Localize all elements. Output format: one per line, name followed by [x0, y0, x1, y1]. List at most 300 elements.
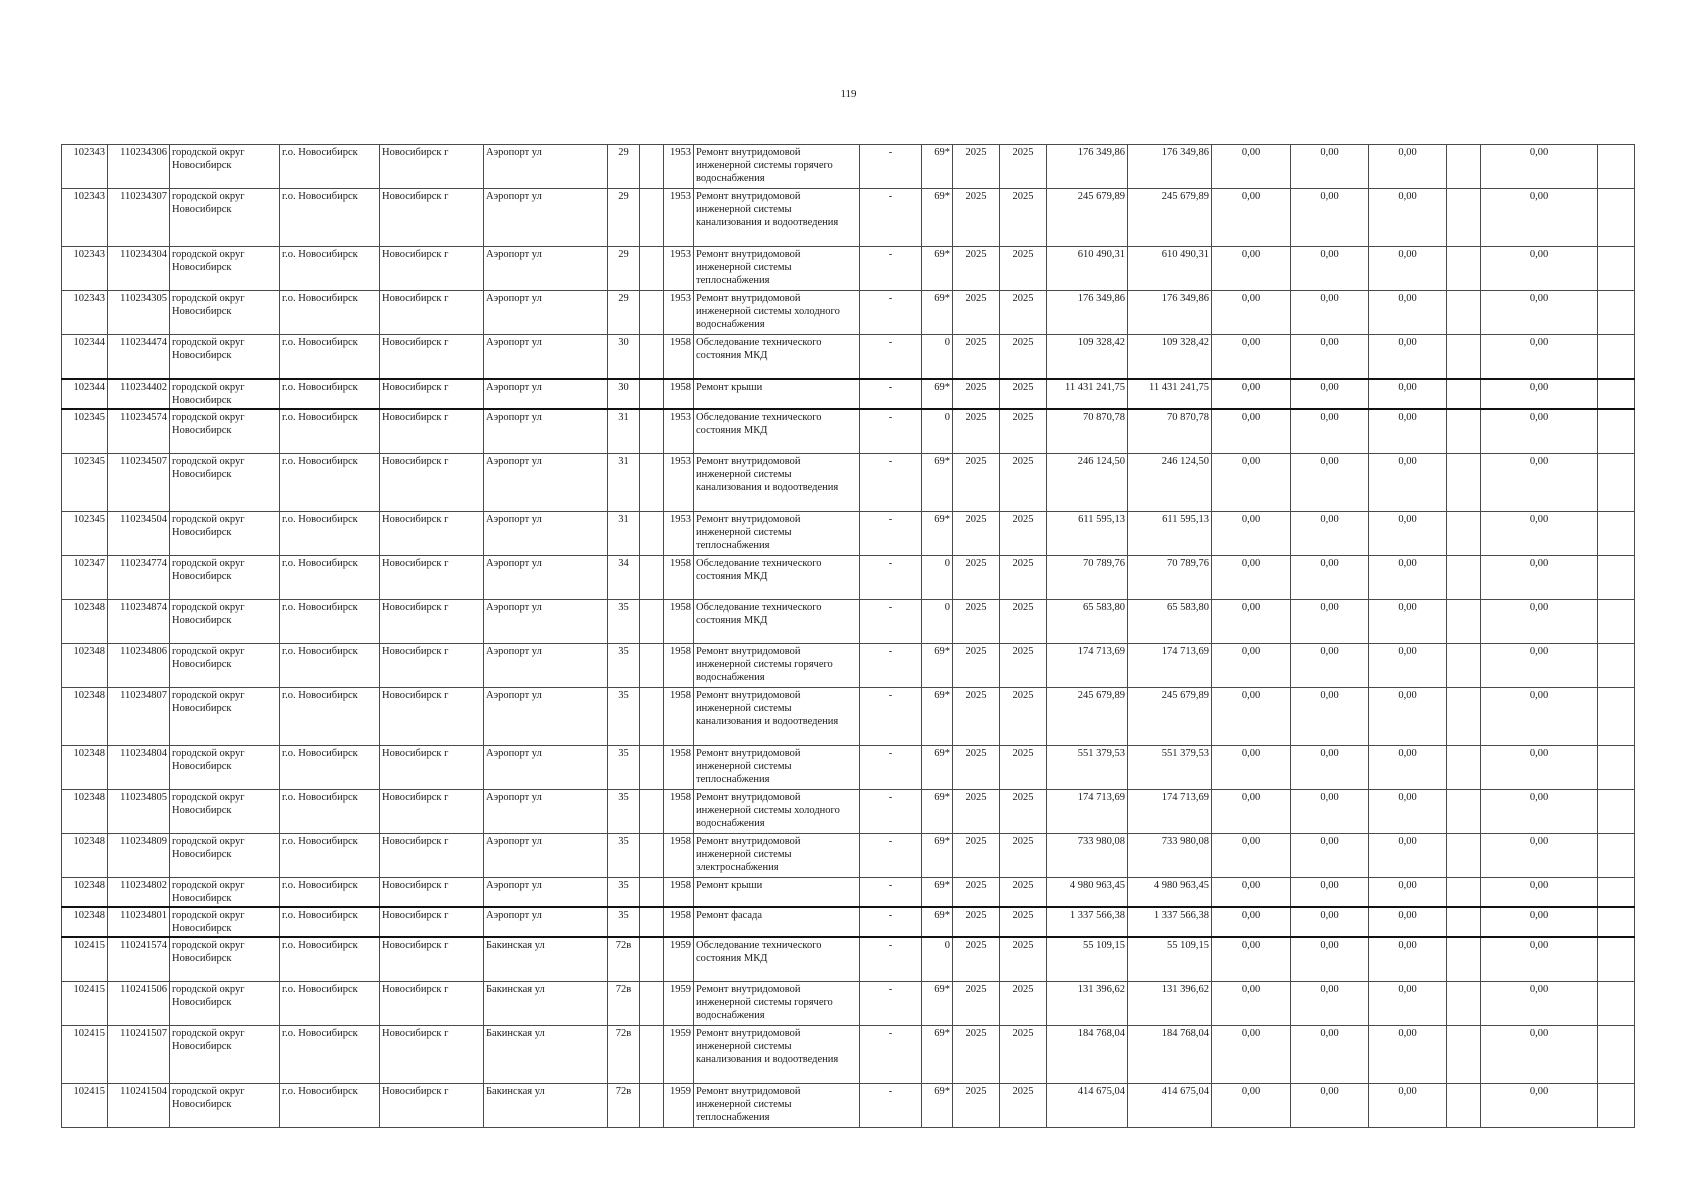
house-number-cell: 30 [608, 335, 640, 380]
budget2-cell: 0,00 [1291, 409, 1369, 454]
total-cost-cell: 55 109,15 [1047, 937, 1128, 982]
building-letter-cell [640, 512, 664, 556]
table-row [62, 834, 1635, 878]
work-code-cell: 110234305 [108, 291, 170, 335]
plan-year-start-cell: 2025 [953, 790, 1000, 834]
blank-cell [1447, 409, 1481, 454]
budget3-cell: 0,00 [1369, 1026, 1447, 1084]
end-cell [1598, 937, 1635, 982]
budget2-cell: 0,00 [1291, 379, 1369, 409]
percent-cell: 0 [922, 335, 953, 380]
budget1-cell: 0,00 [1212, 454, 1291, 512]
budget4-cell: 0,00 [1481, 335, 1598, 380]
house-id-cell: 102348 [62, 878, 108, 908]
okrug-cell: городской округ Новосибирск [170, 1084, 280, 1128]
street-cell: Бакинская ул [484, 1084, 608, 1128]
blank-cell [1447, 247, 1481, 291]
go-cell: г.о. Новосибирск [280, 409, 380, 454]
fund-cost-cell: 184 768,04 [1128, 1026, 1212, 1084]
build-year-cell: 1958 [664, 556, 694, 600]
fund-cost-cell: 176 349,86 [1128, 291, 1212, 335]
house-number-cell: 35 [608, 878, 640, 908]
end-cell [1598, 189, 1635, 247]
plan-year-end-cell: 2025 [1000, 907, 1047, 937]
okrug-cell: городской округ Новосибирск [170, 454, 280, 512]
work-type-cell: Ремонт внутридомовой инженерной системы теплоснабжения [694, 512, 860, 556]
house-id-cell: 102348 [62, 790, 108, 834]
blank-cell [1447, 644, 1481, 688]
work-code-cell: 110234307 [108, 189, 170, 247]
fund-cost-cell: 245 679,89 [1128, 688, 1212, 746]
house-id-cell: 102348 [62, 907, 108, 937]
budget3-cell: 0,00 [1369, 145, 1447, 189]
percent-cell: 69* [922, 512, 953, 556]
building-letter-cell [640, 688, 664, 746]
budget2-cell: 0,00 [1291, 746, 1369, 790]
budget4-cell: 0,00 [1481, 937, 1598, 982]
end-cell [1598, 556, 1635, 600]
repair-register-table [61, 144, 1635, 1128]
city-cell: Новосибирск г [380, 1084, 484, 1128]
okrug-cell: городской округ Новосибирск [170, 335, 280, 380]
work-type-cell: Обследование технического состояния МКД [694, 937, 860, 982]
street-cell: Аэропорт ул [484, 379, 608, 409]
percent-cell: 69* [922, 189, 953, 247]
plan-year-start-cell: 2025 [953, 409, 1000, 454]
street-cell: Аэропорт ул [484, 688, 608, 746]
budget4-cell: 0,00 [1481, 907, 1598, 937]
okrug-cell: городской округ Новосибирск [170, 512, 280, 556]
house-id-cell: 102348 [62, 600, 108, 644]
end-cell [1598, 379, 1635, 409]
work-code-cell: 110234802 [108, 878, 170, 908]
okrug-cell: городской округ Новосибирск [170, 600, 280, 644]
end-cell [1598, 834, 1635, 878]
street-cell: Бакинская ул [484, 1026, 608, 1084]
work-code-cell: 110234874 [108, 600, 170, 644]
house-id-cell: 102415 [62, 982, 108, 1026]
budget1-cell: 0,00 [1212, 834, 1291, 878]
table-row [62, 600, 1635, 644]
work-type-cell: Ремонт внутридомовой инженерной системы горячего водоснабжения [694, 644, 860, 688]
build-year-cell: 1958 [664, 907, 694, 937]
house-number-cell: 35 [608, 746, 640, 790]
plan-year-end-cell: 2025 [1000, 600, 1047, 644]
dash-cell: - [860, 247, 922, 291]
table-row [62, 907, 1635, 937]
house-number-cell: 34 [608, 556, 640, 600]
percent-cell: 69* [922, 982, 953, 1026]
table-row [62, 409, 1635, 454]
budget3-cell: 0,00 [1369, 982, 1447, 1026]
table-row [62, 937, 1635, 982]
street-cell: Аэропорт ул [484, 907, 608, 937]
blank-cell [1447, 189, 1481, 247]
building-letter-cell [640, 291, 664, 335]
plan-year-start-cell: 2025 [953, 1084, 1000, 1128]
house-id-cell: 102347 [62, 556, 108, 600]
build-year-cell: 1958 [664, 644, 694, 688]
work-type-cell: Ремонт внутридомовой инженерной системы теплоснабжения [694, 247, 860, 291]
house-id-cell: 102344 [62, 379, 108, 409]
work-code-cell: 110241507 [108, 1026, 170, 1084]
budget4-cell: 0,00 [1481, 878, 1598, 908]
budget1-cell: 0,00 [1212, 600, 1291, 644]
work-code-cell: 110234507 [108, 454, 170, 512]
build-year-cell: 1958 [664, 688, 694, 746]
fund-cost-cell: 109 328,42 [1128, 335, 1212, 380]
blank-cell [1447, 291, 1481, 335]
percent-cell: 69* [922, 291, 953, 335]
okrug-cell: городской округ Новосибирск [170, 907, 280, 937]
table-row [62, 688, 1635, 746]
work-type-cell: Ремонт внутридомовой инженерной системы канализования и водоотведения [694, 189, 860, 247]
plan-year-end-cell: 2025 [1000, 937, 1047, 982]
building-letter-cell [640, 907, 664, 937]
budget3-cell: 0,00 [1369, 512, 1447, 556]
build-year-cell: 1958 [664, 746, 694, 790]
house-number-cell: 72в [608, 1084, 640, 1128]
percent-cell: 69* [922, 454, 953, 512]
budget2-cell: 0,00 [1291, 982, 1369, 1026]
work-type-cell: Обследование технического состояния МКД [694, 600, 860, 644]
go-cell: г.о. Новосибирск [280, 644, 380, 688]
plan-year-start-cell: 2025 [953, 982, 1000, 1026]
city-cell: Новосибирск г [380, 247, 484, 291]
budget1-cell: 0,00 [1212, 1026, 1291, 1084]
fund-cost-cell: 174 713,69 [1128, 644, 1212, 688]
fund-cost-cell: 70 870,78 [1128, 409, 1212, 454]
house-id-cell: 102345 [62, 409, 108, 454]
street-cell: Бакинская ул [484, 937, 608, 982]
total-cost-cell: 611 595,13 [1047, 512, 1128, 556]
budget3-cell: 0,00 [1369, 454, 1447, 512]
work-code-cell: 110234504 [108, 512, 170, 556]
street-cell: Аэропорт ул [484, 644, 608, 688]
plan-year-end-cell: 2025 [1000, 878, 1047, 908]
percent-cell: 0 [922, 556, 953, 600]
total-cost-cell: 610 490,31 [1047, 247, 1128, 291]
dash-cell: - [860, 556, 922, 600]
percent-cell: 69* [922, 247, 953, 291]
house-number-cell: 35 [608, 644, 640, 688]
city-cell: Новосибирск г [380, 834, 484, 878]
plan-year-start-cell: 2025 [953, 335, 1000, 380]
budget3-cell: 0,00 [1369, 409, 1447, 454]
house-id-cell: 102345 [62, 512, 108, 556]
plan-year-end-cell: 2025 [1000, 247, 1047, 291]
plan-year-end-cell: 2025 [1000, 409, 1047, 454]
budget1-cell: 0,00 [1212, 644, 1291, 688]
blank-cell [1447, 512, 1481, 556]
blank-cell [1447, 878, 1481, 908]
budget2-cell: 0,00 [1291, 834, 1369, 878]
budget4-cell: 0,00 [1481, 409, 1598, 454]
table-row [62, 982, 1635, 1026]
blank-cell [1447, 834, 1481, 878]
total-cost-cell: 174 713,69 [1047, 790, 1128, 834]
go-cell: г.о. Новосибирск [280, 189, 380, 247]
budget4-cell: 0,00 [1481, 834, 1598, 878]
work-type-cell: Ремонт внутридомовой инженерной системы теплоснабжения [694, 1084, 860, 1128]
okrug-cell: городской округ Новосибирск [170, 556, 280, 600]
go-cell: г.о. Новосибирск [280, 454, 380, 512]
budget4-cell: 0,00 [1481, 688, 1598, 746]
budget1-cell: 0,00 [1212, 145, 1291, 189]
blank-cell [1447, 1084, 1481, 1128]
house-number-cell: 35 [608, 790, 640, 834]
budget3-cell: 0,00 [1369, 688, 1447, 746]
go-cell: г.о. Новосибирск [280, 688, 380, 746]
plan-year-start-cell: 2025 [953, 907, 1000, 937]
total-cost-cell: 65 583,80 [1047, 600, 1128, 644]
percent-cell: 0 [922, 600, 953, 644]
blank-cell [1447, 907, 1481, 937]
work-code-cell: 110234574 [108, 409, 170, 454]
budget3-cell: 0,00 [1369, 335, 1447, 380]
plan-year-start-cell: 2025 [953, 834, 1000, 878]
budget2-cell: 0,00 [1291, 1026, 1369, 1084]
dash-cell: - [860, 746, 922, 790]
budget1-cell: 0,00 [1212, 688, 1291, 746]
house-id-cell: 102348 [62, 688, 108, 746]
street-cell: Аэропорт ул [484, 834, 608, 878]
budget3-cell: 0,00 [1369, 379, 1447, 409]
house-number-cell: 29 [608, 189, 640, 247]
budget1-cell: 0,00 [1212, 746, 1291, 790]
percent-cell: 0 [922, 409, 953, 454]
work-code-cell: 110241506 [108, 982, 170, 1026]
dash-cell: - [860, 335, 922, 380]
end-cell [1598, 688, 1635, 746]
build-year-cell: 1953 [664, 454, 694, 512]
build-year-cell: 1953 [664, 189, 694, 247]
building-letter-cell [640, 145, 664, 189]
blank-cell [1447, 746, 1481, 790]
budget3-cell: 0,00 [1369, 937, 1447, 982]
fund-cost-cell: 611 595,13 [1128, 512, 1212, 556]
fund-cost-cell: 131 396,62 [1128, 982, 1212, 1026]
street-cell: Аэропорт ул [484, 189, 608, 247]
budget1-cell: 0,00 [1212, 878, 1291, 908]
table-row [62, 335, 1635, 380]
table-row [62, 145, 1635, 189]
work-type-cell: Ремонт внутридомовой инженерной системы канализования и водоотведения [694, 688, 860, 746]
building-letter-cell [640, 600, 664, 644]
building-letter-cell [640, 379, 664, 409]
budget2-cell: 0,00 [1291, 512, 1369, 556]
house-id-cell: 102415 [62, 937, 108, 982]
house-id-cell: 102343 [62, 291, 108, 335]
street-cell: Аэропорт ул [484, 600, 608, 644]
house-id-cell: 102348 [62, 644, 108, 688]
plan-year-start-cell: 2025 [953, 189, 1000, 247]
city-cell: Новосибирск г [380, 644, 484, 688]
street-cell: Аэропорт ул [484, 512, 608, 556]
budget4-cell: 0,00 [1481, 379, 1598, 409]
budget2-cell: 0,00 [1291, 790, 1369, 834]
total-cost-cell: 131 396,62 [1047, 982, 1128, 1026]
building-letter-cell [640, 335, 664, 380]
budget4-cell: 0,00 [1481, 746, 1598, 790]
city-cell: Новосибирск г [380, 982, 484, 1026]
plan-year-start-cell: 2025 [953, 379, 1000, 409]
plan-year-start-cell: 2025 [953, 1026, 1000, 1084]
percent-cell: 69* [922, 790, 953, 834]
page-number: 119 [840, 88, 857, 100]
budget2-cell: 0,00 [1291, 688, 1369, 746]
table-row [62, 454, 1635, 512]
dash-cell: - [860, 1026, 922, 1084]
work-type-cell: Ремонт фасада [694, 907, 860, 937]
total-cost-cell: 184 768,04 [1047, 1026, 1128, 1084]
house-number-cell: 31 [608, 512, 640, 556]
budget3-cell: 0,00 [1369, 746, 1447, 790]
work-type-cell: Ремонт крыши [694, 878, 860, 908]
end-cell [1598, 409, 1635, 454]
fund-cost-cell: 246 124,50 [1128, 454, 1212, 512]
house-id-cell: 102343 [62, 145, 108, 189]
percent-cell: 69* [922, 878, 953, 908]
work-type-cell: Обследование технического состояния МКД [694, 335, 860, 380]
dash-cell: - [860, 907, 922, 937]
budget4-cell: 0,00 [1481, 512, 1598, 556]
budget1-cell: 0,00 [1212, 556, 1291, 600]
end-cell [1598, 907, 1635, 937]
total-cost-cell: 246 124,50 [1047, 454, 1128, 512]
budget2-cell: 0,00 [1291, 937, 1369, 982]
plan-year-start-cell: 2025 [953, 512, 1000, 556]
budget3-cell: 0,00 [1369, 556, 1447, 600]
plan-year-end-cell: 2025 [1000, 335, 1047, 380]
blank-cell [1447, 982, 1481, 1026]
house-id-cell: 102348 [62, 834, 108, 878]
go-cell: г.о. Новосибирск [280, 379, 380, 409]
build-year-cell: 1958 [664, 834, 694, 878]
building-letter-cell [640, 454, 664, 512]
table-row [62, 291, 1635, 335]
work-type-cell: Ремонт внутридомовой инженерной системы канализования и водоотведения [694, 454, 860, 512]
percent-cell: 69* [922, 1084, 953, 1128]
dash-cell: - [860, 878, 922, 908]
table-row [62, 1026, 1635, 1084]
street-cell: Аэропорт ул [484, 556, 608, 600]
okrug-cell: городской округ Новосибирск [170, 291, 280, 335]
plan-year-start-cell: 2025 [953, 878, 1000, 908]
build-year-cell: 1958 [664, 878, 694, 908]
budget3-cell: 0,00 [1369, 189, 1447, 247]
work-code-cell: 110234807 [108, 688, 170, 746]
build-year-cell: 1958 [664, 335, 694, 380]
work-code-cell: 110234306 [108, 145, 170, 189]
okrug-cell: городской округ Новосибирск [170, 834, 280, 878]
budget1-cell: 0,00 [1212, 379, 1291, 409]
budget1-cell: 0,00 [1212, 982, 1291, 1026]
building-letter-cell [640, 409, 664, 454]
plan-year-start-cell: 2025 [953, 746, 1000, 790]
plan-year-end-cell: 2025 [1000, 790, 1047, 834]
percent-cell: 0 [922, 937, 953, 982]
plan-year-start-cell: 2025 [953, 291, 1000, 335]
build-year-cell: 1953 [664, 409, 694, 454]
dash-cell: - [860, 688, 922, 746]
city-cell: Новосибирск г [380, 512, 484, 556]
work-code-cell: 110234809 [108, 834, 170, 878]
fund-cost-cell: 1 337 566,38 [1128, 907, 1212, 937]
fund-cost-cell: 414 675,04 [1128, 1084, 1212, 1128]
build-year-cell: 1959 [664, 937, 694, 982]
okrug-cell: городской округ Новосибирск [170, 247, 280, 291]
work-type-cell: Ремонт крыши [694, 379, 860, 409]
plan-year-end-cell: 2025 [1000, 291, 1047, 335]
total-cost-cell: 70 789,76 [1047, 556, 1128, 600]
plan-year-start-cell: 2025 [953, 937, 1000, 982]
fund-cost-cell: 245 679,89 [1128, 189, 1212, 247]
plan-year-start-cell: 2025 [953, 600, 1000, 644]
budget1-cell: 0,00 [1212, 335, 1291, 380]
okrug-cell: городской округ Новосибирск [170, 746, 280, 790]
budget1-cell: 0,00 [1212, 409, 1291, 454]
okrug-cell: городской округ Новосибирск [170, 937, 280, 982]
building-letter-cell [640, 982, 664, 1026]
go-cell: г.о. Новосибирск [280, 335, 380, 380]
plan-year-end-cell: 2025 [1000, 189, 1047, 247]
budget4-cell: 0,00 [1481, 145, 1598, 189]
work-code-cell: 110234801 [108, 907, 170, 937]
city-cell: Новосибирск г [380, 907, 484, 937]
blank-cell [1447, 454, 1481, 512]
dash-cell: - [860, 512, 922, 556]
budget4-cell: 0,00 [1481, 1084, 1598, 1128]
table-row [62, 512, 1635, 556]
budget3-cell: 0,00 [1369, 600, 1447, 644]
work-code-cell: 110234402 [108, 379, 170, 409]
go-cell: г.о. Новосибирск [280, 834, 380, 878]
total-cost-cell: 245 679,89 [1047, 688, 1128, 746]
percent-cell: 69* [922, 907, 953, 937]
budget4-cell: 0,00 [1481, 291, 1598, 335]
plan-year-end-cell: 2025 [1000, 746, 1047, 790]
table-row [62, 790, 1635, 834]
go-cell: г.о. Новосибирск [280, 937, 380, 982]
budget4-cell: 0,00 [1481, 790, 1598, 834]
street-cell: Аэропорт ул [484, 878, 608, 908]
plan-year-end-cell: 2025 [1000, 556, 1047, 600]
percent-cell: 69* [922, 746, 953, 790]
street-cell: Аэропорт ул [484, 790, 608, 834]
house-id-cell: 102343 [62, 189, 108, 247]
build-year-cell: 1953 [664, 145, 694, 189]
building-letter-cell [640, 556, 664, 600]
plan-year-end-cell: 2025 [1000, 1026, 1047, 1084]
work-type-cell: Ремонт внутридомовой инженерной системы теплоснабжения [694, 746, 860, 790]
total-cost-cell: 245 679,89 [1047, 189, 1128, 247]
dash-cell: - [860, 834, 922, 878]
end-cell [1598, 644, 1635, 688]
plan-year-end-cell: 2025 [1000, 379, 1047, 409]
percent-cell: 69* [922, 145, 953, 189]
plan-year-end-cell: 2025 [1000, 982, 1047, 1026]
city-cell: Новосибирск г [380, 379, 484, 409]
city-cell: Новосибирск г [380, 335, 484, 380]
okrug-cell: городской округ Новосибирск [170, 644, 280, 688]
build-year-cell: 1959 [664, 1026, 694, 1084]
go-cell: г.о. Новосибирск [280, 1084, 380, 1128]
city-cell: Новосибирск г [380, 688, 484, 746]
building-letter-cell [640, 1084, 664, 1128]
table-row [62, 644, 1635, 688]
okrug-cell: городской округ Новосибирск [170, 1026, 280, 1084]
